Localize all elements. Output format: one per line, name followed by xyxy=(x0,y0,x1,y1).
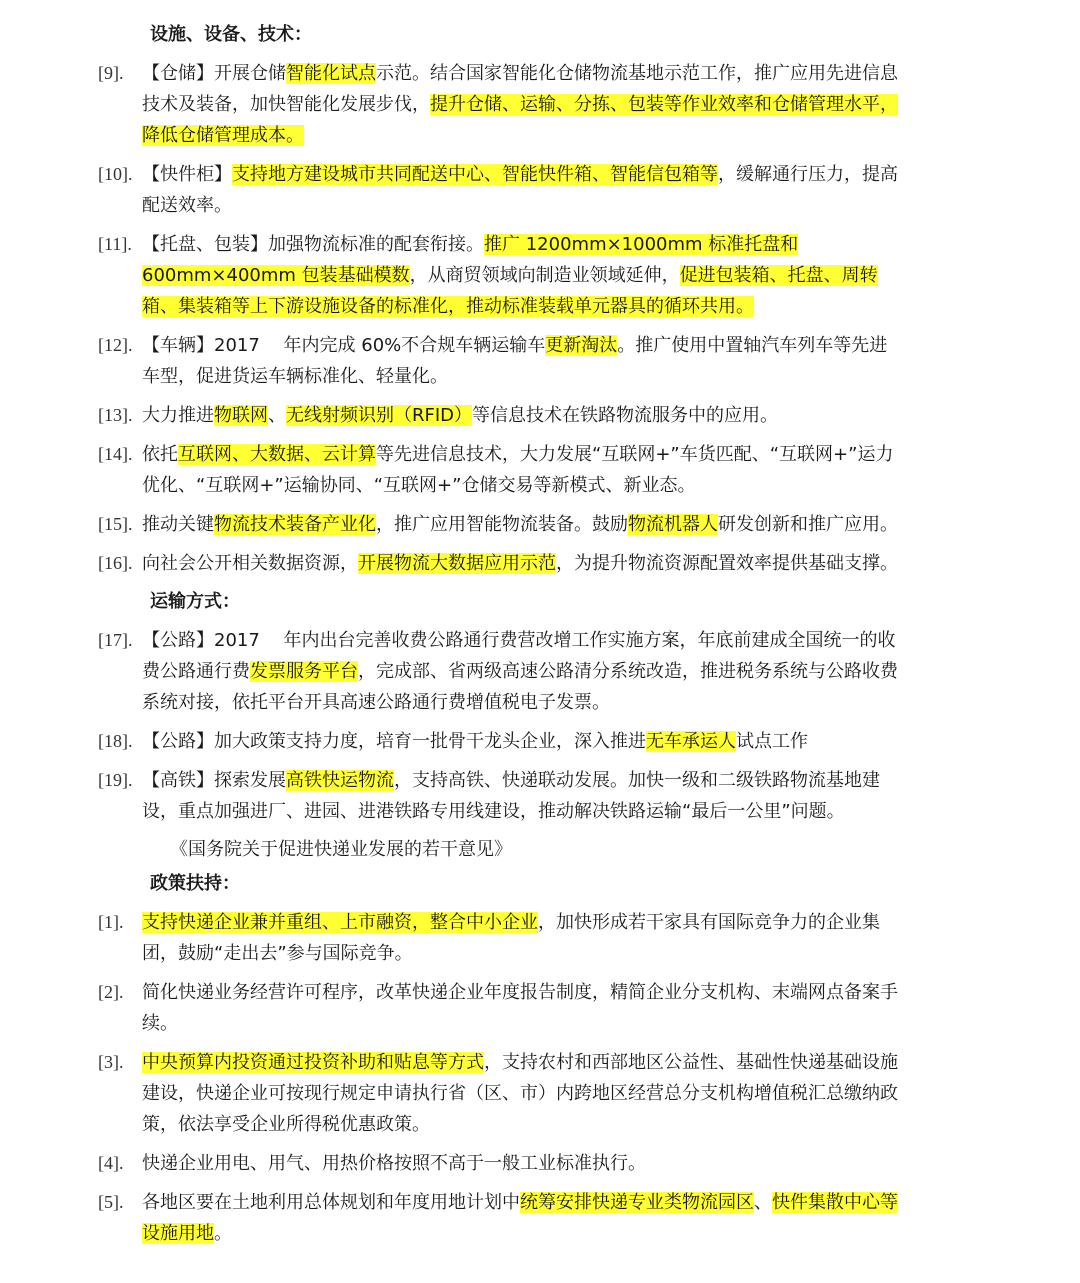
highlighted-text: 物流技术装备产业化 xyxy=(214,514,376,535)
item-text: ，完成部、省两级高速公路清分系统改造，推进税务系统与公路收费系统对接，依托平台开具高速公路通行费增值税电子发票。 xyxy=(142,661,898,713)
item-number: [18]. xyxy=(98,731,133,751)
list-item xyxy=(98,400,904,431)
item-number: [1]. xyxy=(98,912,124,932)
item-text: 向社会公开相关数据资源， xyxy=(142,553,358,574)
item-text: 依托 xyxy=(142,444,178,465)
item-text: 【托盘、包装】加强物流标准的配套衔接。 xyxy=(142,234,484,255)
item-text: ，支持高铁、快递联动发展。加快一级和二级铁路物流基地建设，重点加强进厂、进园、进港铁路专用线建设，推动解决铁路运输“最后一公里”问题。 xyxy=(142,770,880,822)
item-text: 各地区要在土地利用总体规划和年度用地计划中 xyxy=(142,1192,520,1213)
item-text: 【仓储】开展仓储 xyxy=(142,63,286,84)
item-number: [9]. xyxy=(98,63,124,83)
item-text: 【公路】加大政策支持力度，培育一批骨干龙头企业，深入推进 xyxy=(142,731,646,752)
item-text: 等先进信息技术，大力发展“互联网+”车货匹配、“互联网+”运力优化、“互联网+”运输协同、“互联网+”仓储交易等新模式、新业态。 xyxy=(142,444,894,496)
highlighted-text: 物流机器人 xyxy=(628,514,718,535)
list-item xyxy=(98,1047,904,1140)
highlighted-text: 无车承运人 xyxy=(646,731,736,752)
highlighted-text: 快件集散中心等设施用地 xyxy=(142,1192,898,1244)
highlighted-text: 智能化试点 xyxy=(286,63,376,84)
section-heading: 政策扶持： xyxy=(150,873,240,894)
highlighted-text: 发票服务平台 xyxy=(250,661,358,682)
item-number: [5]. xyxy=(98,1192,124,1212)
item-number: [16]. xyxy=(98,553,133,573)
document-title: 《国务院关于促进快递业发展的若干意见》 xyxy=(170,839,512,860)
item-text: 推动关键 xyxy=(142,514,214,535)
item-text: 、 xyxy=(754,1192,772,1213)
list-item xyxy=(98,1148,904,1179)
item-text: ，从商贸领域向制造业领域延伸， xyxy=(409,265,680,286)
highlighted-text: 互联网、大数据、云计算 xyxy=(178,444,376,465)
item-text: 。 xyxy=(214,1223,232,1244)
highlighted-text: 推广 1200mm×1000mm 标准托盘和600mm×400mm 包装基础模数 xyxy=(142,234,799,286)
section-heading: 设施、设备、技术： xyxy=(150,24,312,45)
item-number: [17]. xyxy=(98,630,133,650)
list-item xyxy=(98,1187,904,1249)
item-text: 【高铁】探索发展 xyxy=(142,770,286,791)
highlighted-text: 促进包装箱、托盘、周转箱、集装箱等上下游设施设备的标准化，推动标准装载单元器具的循环共用。 xyxy=(142,265,878,317)
item-text: 示范。结合国家智能化仓储物流基地示范工作，推广应用先进信息技术及装备，加快智能化发展步伐， xyxy=(142,63,898,115)
list-item xyxy=(98,977,904,1039)
highlighted-text: 中央预算内投资通过投资补助和贴息等方式 xyxy=(142,1052,484,1073)
item-number: [3]. xyxy=(98,1052,124,1072)
list-item xyxy=(98,330,904,392)
item-text: 【快件柜】 xyxy=(142,164,232,185)
list-item xyxy=(98,907,904,969)
item-text: 大力推进 xyxy=(142,405,214,426)
item-number: [13]. xyxy=(98,405,133,425)
item-number: [4]. xyxy=(98,1153,124,1173)
list-item xyxy=(98,726,904,757)
section-heading: 运输方式： xyxy=(150,591,240,612)
item-number: [2]. xyxy=(98,982,124,1002)
list-item xyxy=(98,548,904,579)
list-item xyxy=(98,439,904,501)
highlighted-text: 物联网 xyxy=(214,405,268,426)
item-text: 【车辆】2017 年内完成 60%不合规车辆运输车 xyxy=(142,335,546,356)
highlighted-text: 无线射频识别（RFID） xyxy=(286,405,473,426)
item-number: [11]. xyxy=(98,234,132,254)
list-item xyxy=(98,625,904,718)
highlighted-text: 支持快递企业兼并重组、上市融资，整合中小企业 xyxy=(142,912,538,933)
item-number: [19]. xyxy=(98,770,133,790)
highlighted-text: 支持地方建设城市共同配送中心、智能快件箱、智能信包箱等 xyxy=(232,164,718,185)
item-text: 。推广使用中置轴汽车列车等先进车型，促进货运车辆标准化、轻量化。 xyxy=(142,335,888,387)
item-number: [10]. xyxy=(98,164,133,184)
item-text: ，支持农村和西部地区公益性、基础性快递基础设施建设，快递企业可按现行规定申请执行省（区、市）内跨地区经营总分支机构增值税汇总缴纳政策，依法享受企业所得税优惠政策。 xyxy=(142,1052,898,1135)
item-text: 研发创新和推广应用。 xyxy=(718,514,898,535)
list-item xyxy=(98,765,904,827)
list-item xyxy=(98,229,904,322)
item-text: 等信息技术在铁路物流服务中的应用。 xyxy=(472,405,779,426)
list-item xyxy=(98,159,904,221)
list-item xyxy=(98,58,904,151)
item-text: ，加快形成若干家具有国际竞争力的企业集团，鼓励“走出去”参与国际竞争。 xyxy=(142,912,880,964)
item-text: 快递企业用电、用气、用热价格按照不高于一般工业标准执行。 xyxy=(142,1153,646,1174)
highlighted-text: 高铁快运物流 xyxy=(286,770,394,791)
item-number: [12]. xyxy=(98,335,133,355)
highlighted-text: 开展物流大数据应用示范 xyxy=(358,553,556,574)
highlighted-text: 提升仓储、运输、分拣、包装等作业效率和仓储管理水平，降低仓储管理成本。 xyxy=(142,94,898,146)
item-number: [14]. xyxy=(98,444,133,464)
item-text: ，为提升物流资源配置效率提供基础支撑。 xyxy=(556,553,898,574)
list-item xyxy=(98,509,904,540)
highlighted-text: 更新淘汰 xyxy=(545,335,618,356)
item-text: 、 xyxy=(268,405,286,426)
item-number: [15]. xyxy=(98,514,133,534)
item-text: ，缓解通行压力，提高配送效率。 xyxy=(142,164,898,216)
item-text: 简化快递业务经营许可程序，改革快递企业年度报告制度，精简企业分支机构、末端网点备案手续。 xyxy=(142,982,898,1034)
item-text: 试点工作 xyxy=(736,731,808,752)
item-text: 【公路】2017 年内出台完善收费公路通行费营改增工作实施方案，年底前建成全国统一的收费公路通行费 xyxy=(142,630,896,682)
item-text: ，推广应用智能物流装备。鼓励 xyxy=(376,514,628,535)
highlighted-text: 统筹安排快递专业类物流园区 xyxy=(520,1192,754,1213)
